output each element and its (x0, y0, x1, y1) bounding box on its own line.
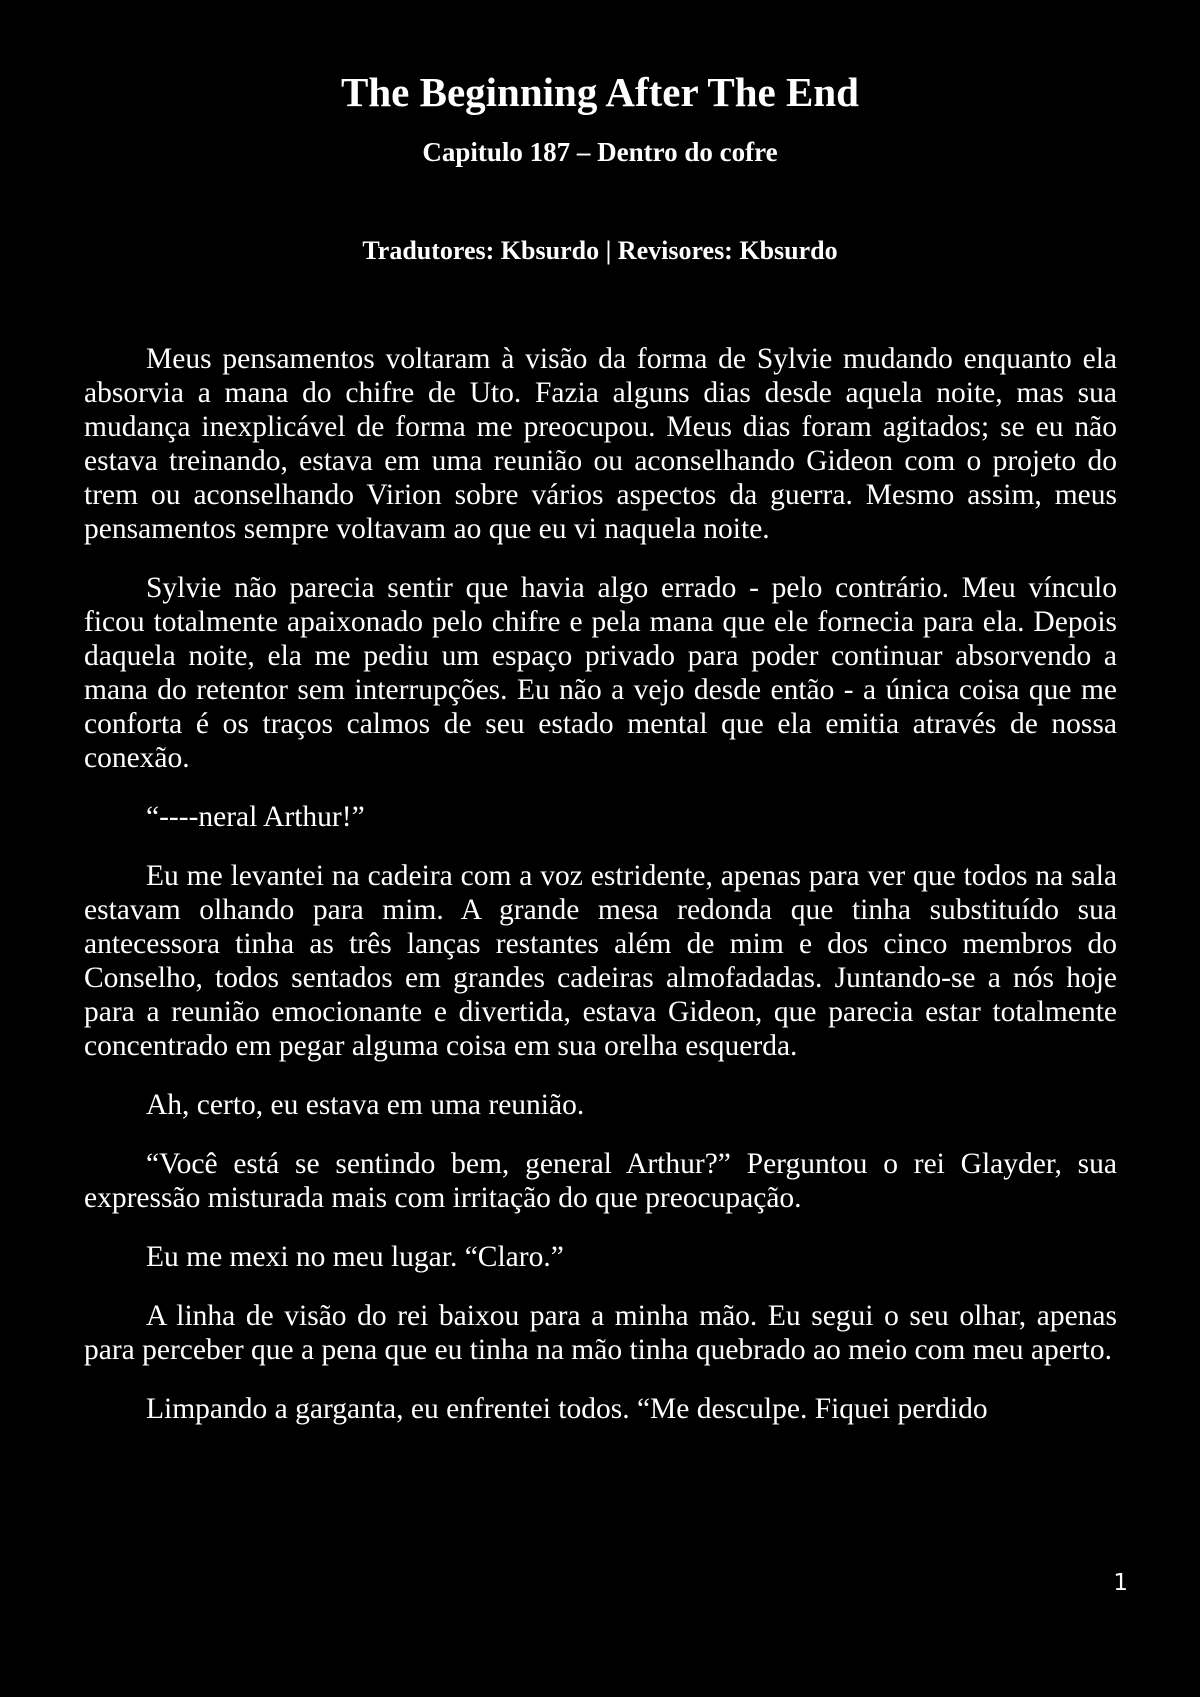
chapter-body (84, 342, 1117, 1451)
page-number: 1 (1113, 1570, 1128, 1596)
paragraph: Eu me levantei na cadeira com a voz estridente, apenas para ver que todos na sala estavam olhando para mim. A grande mesa redonda que tinha substituído sua antecessora tinha as três lanças restantes além de mim e dos cinco membros do Conselho, todos sentados em grandes cadeiras almofadadas. Juntando-se a nós hoje para a reunião emocionante e divertida, estava Gideon, que parecia estar totalmente concentrado em pegar alguma coisa em sua orelha esquerda. (84, 860, 1117, 1062)
paragraph: Ah, certo, eu estava em uma reunião. (146, 1089, 585, 1121)
paragraph: “Você está se sentindo bem, general Arthur?” Perguntou o rei Glayder, sua expressão misturada mais com irritação do que preocupação. (84, 1148, 1117, 1214)
credits-line: Tradutores: Kbsurdo | Revisores: Kbsurdo (362, 236, 838, 265)
paragraph: Sylvie não parecia sentir que havia algo errado - pelo contrário. Meu vínculo ficou totalmente apaixonado pelo chifre e pela mana que ele fornecia para ela. Depois daquela noite, ela me pediu um espaço privado para poder continuar absorvendo a mana do retentor sem interrupções. Eu não a vejo desde então - a única coisa que me conforta é os traços calmos de seu estado mental que ela emitia através de nossa conexão. (84, 572, 1117, 774)
paragraph: Meus pensamentos voltaram à visão da forma de Sylvie mudando enquanto ela absorvia a mana do chifre de Uto. Fazia alguns dias desde aquela noite, mas sua mudança inexplicável de forma me preocupou. Meus dias foram agitados; se eu não estava treinando, estava em uma reunião ou aconselhando Gideon com o projeto do trem ou aconselhando Virion sobre vários aspectos da guerra. Mesmo assim, meus pensamentos sempre voltavam ao que eu vi naquela noite. (84, 343, 1117, 545)
paragraph: Eu me mexi no meu lugar. “Claro.” (146, 1241, 564, 1273)
chapter-title: Capitulo 187 – Dentro do cofre (422, 137, 778, 167)
paragraph: Limpando a garganta, eu enfrentei todos. “Me desculpe. Fiquei perdido (146, 1393, 988, 1425)
book-title: The Beginning After The End (341, 69, 859, 115)
paragraph: A linha de visão do rei baixou para a minha mão. Eu segui o seu olhar, apenas para perceber que a pena que eu tinha na mão tinha quebrado ao meio com meu aperto. (84, 1300, 1117, 1366)
paragraph: “----neral Arthur!” (146, 801, 365, 833)
